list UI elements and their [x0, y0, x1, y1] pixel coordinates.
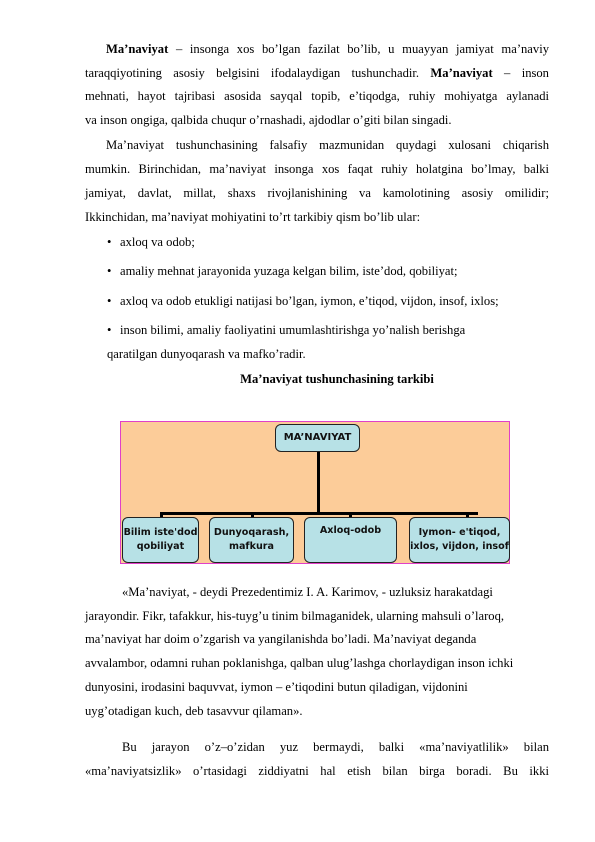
diagram-node-iymon: Iymon- e'tiqod, ixlos, vijdon, insof — [409, 517, 510, 563]
bullet-marker: • — [107, 323, 112, 337]
bullet-item: amaliy mehnat jarayonida yuzaga kelgan bilim, iste’dod, qobiliyat; — [120, 264, 458, 278]
quote-line3: ma’naviyat har doim o’zgarish va yangilanishda bo’ladi. Ma’naviyat deganda — [85, 632, 477, 646]
manaviyat-diagram — [120, 421, 510, 564]
bullet-marker: • — [107, 235, 112, 249]
connector-horizontal — [160, 512, 478, 515]
para2-line4: Ikkinchidan, ma’naviyat mohiyatini to’rt tarkibiy qism bo’lib ular: — [85, 210, 421, 224]
term-manaviyat-2: Ma’naviyat — [430, 66, 493, 80]
bullet-marker: • — [107, 294, 112, 308]
para4-line1: Bu jarayon o’z–o’zidan yuz bermaydi, balki «ma’naviyatlilik» bilan — [122, 740, 549, 754]
diagram-root-node: MA’NAVIYAT — [275, 424, 360, 452]
para2-line1: Ma’naviyat tushunchasining falsafiy mazmunidan quydagi xulosani chiqarish — [106, 138, 549, 152]
para2-line2: mumkin. Birinchidan, ma’naviyat insonga xos faqat ruhiy holatgina bo’lmay, balki — [85, 162, 549, 176]
diagram-node-axloq-odob: Axloq-odob — [304, 517, 397, 563]
diagram-node-dunyoqarash: Dunyoqarash, mafkura — [209, 517, 294, 563]
bullet-continuation: qaratilgan dunyoqarash va mafko’radir. — [107, 347, 306, 361]
para1-line4: va inson ongiga, qalbida chuqur o’rnashadi, ajdodlar o’giti bilan singadi. — [85, 113, 452, 127]
bullet-marker: • — [107, 264, 112, 278]
quote-line4: avvalambor, odamni ruhan poklanishga, qalban ulug’lashga chorlaydigan inson ichki — [85, 656, 514, 670]
para2-line3: jamiyat, davlat, millat, shaxs rivojlanishining va kamolotining asosiy omilidir; — [85, 186, 549, 200]
quote-line2: jarayondir. Fikr, tafakkur, his-tuyg’u tinim bilmaganidek, ularning mahsuli o’laroq, — [85, 609, 505, 623]
bullet-item: axloq va odob etukligi natijasi bo’lgan, iymon, e’tiqod, vijdon, insof, ixlos; — [120, 294, 499, 308]
para1-line3: mehnati, hayot tajribasi asosida sayqal topib, e’tiqodga, ruhiy mohiyatga aylanadi — [85, 89, 549, 103]
bullet-item: inson bilimi, amaliy faoliyatini umumlashtirishga yo’nalish berishga — [120, 323, 466, 337]
para4-line2: «ma’naviyatsizlik» o’rtasidagi ziddiyatni hal etish bilan birga boradi. Bu ikki — [85, 764, 549, 778]
quote-line6: uyg’otadigan kuch, deb tasavvur qilaman». — [85, 704, 303, 718]
term-manaviyat: Ma’naviyat — [106, 42, 169, 56]
connector-vertical — [317, 452, 320, 514]
diagram-title: Ma’naviyat tushunchasining tarkibi — [240, 372, 434, 386]
para1-line2: taraqqiyotining asosiy belgisini ifodalaydigan tushunchadir. Ma’naviyat – inson — [85, 66, 549, 80]
quote-line5: dunyosini, irodasini baquvvat, iymon – e’tiqodini butun qiladigan, vijdonini — [85, 680, 468, 694]
bullet-item: axloq va odob; — [120, 235, 195, 249]
para1-line1: Ma’naviyat – insonga xos bo’lgan fazilat bo’lib, u muayyan jamiyat ma’naviy — [106, 42, 549, 56]
quote-line1: «Ma’naviyat, - deydi Prezedentimiz I. A. Karimov, - uzluksiz harakatdagi — [122, 585, 493, 599]
diagram-node-bilim: Bilim iste'dod qobiliyat — [122, 517, 199, 563]
